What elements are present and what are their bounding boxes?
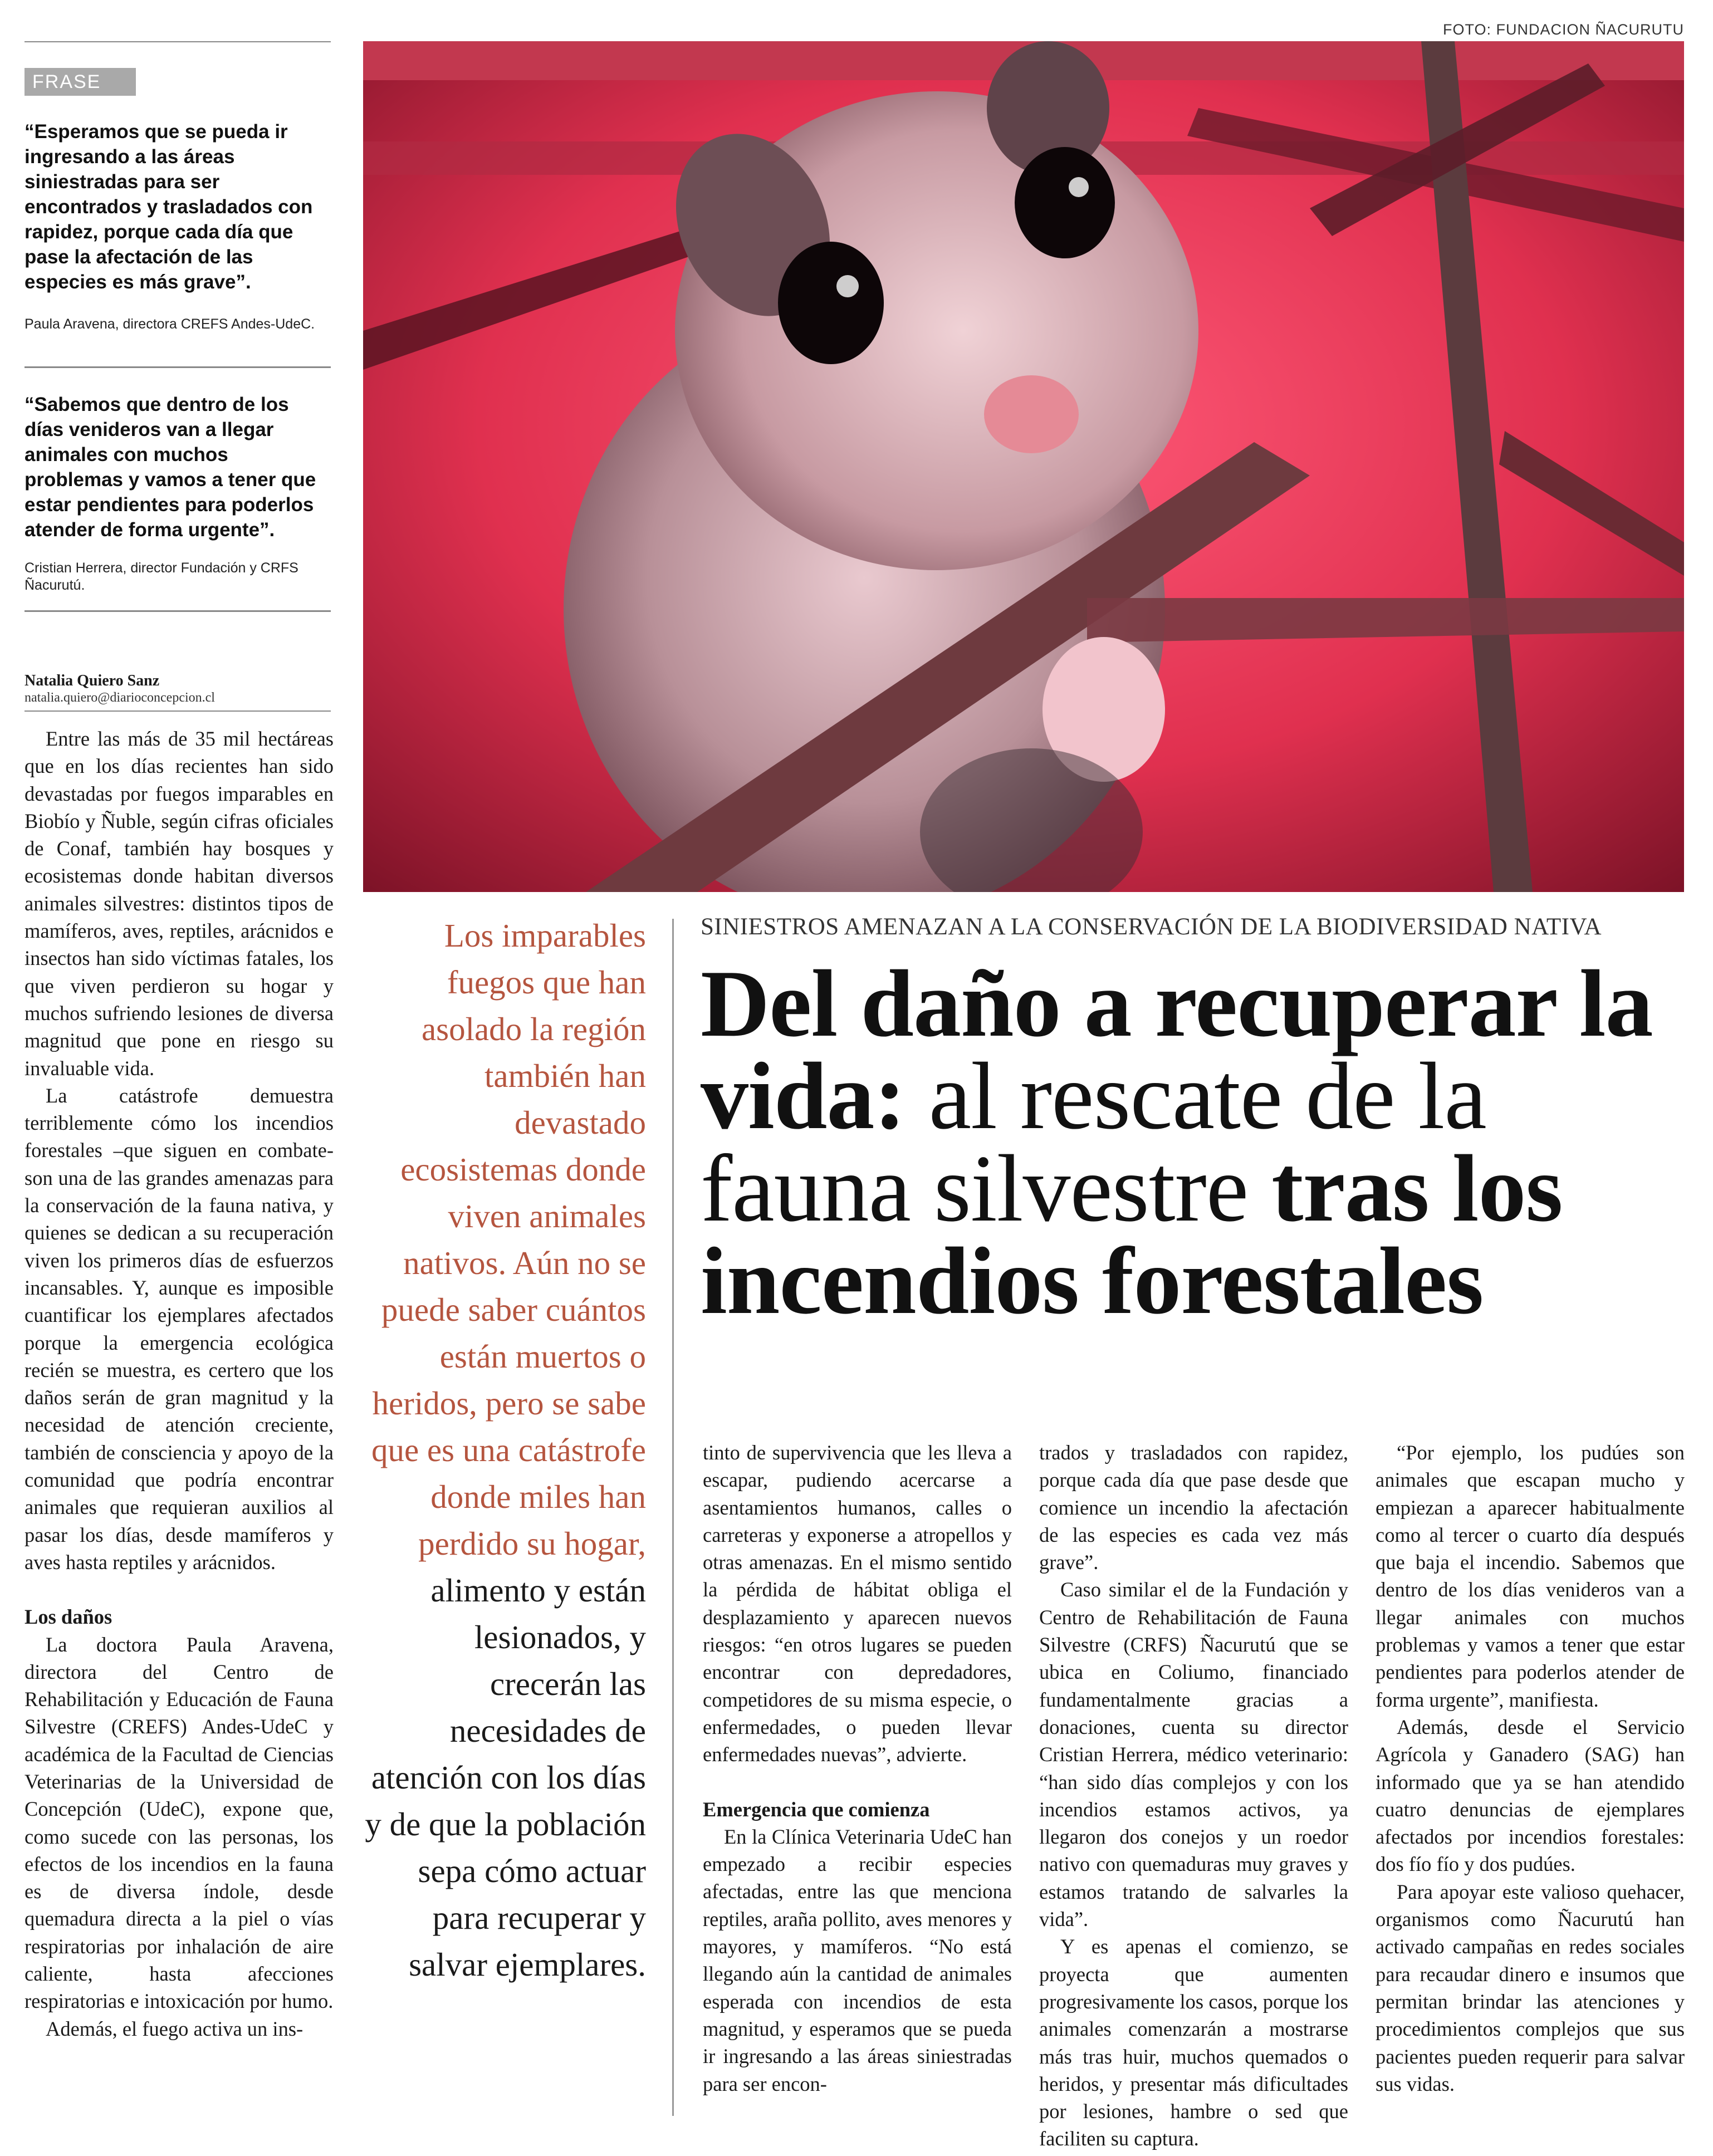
kicker: SINIESTROS AMENAZAN A LA CONSERVACIÓN DE LA BIODIVERSIDAD NATIVA xyxy=(701,914,1602,940)
col1-paragraph-1: Entre las más de 35 mil hectáreas que en los días recientes han sido devastadas por fuegos imparables en Biobío y Ñuble, según cifras oficiales de Conaf, también hay bosques y ecosistemas donde habitan diversos animales silvestres: distintos tipos de mamíferos, aves, reptiles, arácnidos e insectos han sido víctimas fatales, los que viven perdieron su hogar y muchos sufriendo lesiones de diversa magnitud que pone en riesgo su invaluable vida. xyxy=(25,727,334,1080)
headline xyxy=(701,951,1686,1334)
pull-quote xyxy=(356,912,646,1988)
col1-paragraph-3: La doctora Paula Aravena, directora del Centro de Rehabilitación y Educación de Fauna Silvestre (CREFS) Andes-UdeC y académica de la Facultad de Ciencias Veterinarias de la Universidad de Concepción (UdeC), expone que, como sucede con las personas, los efectos de los incendios en la fauna es de diversa índole, desde quemadura directa a la piel o vías respiratorias por inhalación de aire caliente, hasta afecciones respiratorias e intoxicación por humo. xyxy=(25,1633,334,2013)
top-rule-sidebar xyxy=(25,41,331,42)
headline-bold-1: Del daño a recuperar la vida: xyxy=(701,951,1653,1149)
quote-divider-1 xyxy=(25,366,331,368)
quote-2-attribution: Cristian Herrera, director Fundación y CRFS Ñacurutú. xyxy=(25,560,298,593)
col3-paragraph-2: Caso similar el de la Fundación y Centro de Rehabilitación de Fauna Silvestre (CRFS) Ñacurutú que se ubica en Coliumo, financiado fundamentalmente gracias a donaciones, cuenta su director Cristian Herrera, médico veterinario: “han sido días complejos y con los incendios estamos activos, ya llegaron dos conejos y un roedor nativo con quemaduras muy graves y estamos tratando de salvarles la vida”. xyxy=(1039,1578,1348,1931)
quote-divider-2 xyxy=(25,610,331,612)
byline-rule xyxy=(25,710,331,712)
author-email: natalia.quiero@diarioconcepcion.cl xyxy=(25,690,215,705)
body-column-3 xyxy=(1039,1439,1348,2153)
author-name: Natalia Quiero Sanz xyxy=(25,672,160,689)
pull-quote-accent: Los imparables fuegos que han asolado la región también han devastado ecosistemas donde viven animales nativos. Aún no se puede saber cuántos están muertos o heridos, pero se sabe que es una catástrofe donde miles han perdido su hogar, xyxy=(371,917,646,1562)
quote-1: “Esperamos que se pueda ir ingresando a las áreas siniestradas para ser encontrados y trasladados con rapidez, porque cada día que pase la afectación de las especies es más grave”. xyxy=(25,121,313,293)
headline-light: al rescate de la fauna silvestre xyxy=(701,1043,1486,1242)
photo-credit: FOTO: FUNDACION ÑACURUTU xyxy=(1443,21,1684,38)
subhead-los-danos: Los daños xyxy=(25,1605,112,1629)
body-column-1 xyxy=(25,725,334,2042)
col1-paragraph-4: Además, el fuego activa un ins- xyxy=(46,2017,304,2040)
quote-2: “Sabemos que dentro de los días venideros van a llegar animales con muchos problemas y vamos a tener que estar pendientes para poderlos atender de forma urgente”. xyxy=(25,394,316,541)
headline-bold-2: tras los incendios forestales xyxy=(701,1136,1563,1334)
col2-paragraph-1: tinto de supervivencia que les lleva a escapar, pudiendo acercarse a asentamientos humanos, calles o carreteras y exponerse a atropellos y otras amenazas. En el mismo sentido la pérdida de hábitat obliga el desplazamiento y aparecen nuevos riesgos: “en otros lugares se pueden encontrar con depredadores, competidores de su misma especie, o enfermedades, o pueden llevar enfermedades nuevas”, advierte. xyxy=(703,1441,1012,1766)
body-column-2 xyxy=(703,1439,1012,2098)
col2-paragraph-2: En la Clínica Veterinaria UdeC han empezado a recibir especies afectadas, entre las que menciona reptiles, araña pollito, aves menores y mayores, y mamíferos. “No está llegando aún la cantidad de animales esperada con incendios de esta magnitud, y esperamos que se pueda ir ingresando a las áreas siniestradas para ser encon- xyxy=(703,1825,1012,2095)
pull-quote-plain: alimento y están lesionados, y crecerán las necesidades de atención con los días y de que la población sepa cómo actuar para recuperar y salvar ejemplares. xyxy=(365,1572,646,1983)
dormouse-opossum-photo xyxy=(363,41,1684,892)
col3-paragraph-3: Y es apenas el comienzo, se proyecta que aumenten progresivamente los casos, porque los animales comenzarán a mostrarse más tras huir, muchos quemados o heridos, y presentar más dificultades por lesiones, hambre o sed que faciliten su captura. xyxy=(1039,1935,1348,2150)
col1-paragraph-2: La catástrofe demuestra terriblemente cómo los incendios forestales –que siguen en combate- son una de las grandes amenazas para la conservación de la fauna nativa, y quienes se dedican a su recuperación viven los primeros días de esfuerzos incansables. Y, aunque es imposible cuantificar los ejemplares afectados porque la emergencia ecológica recién se muestra, es certero que los daños serán de gran magnitud y la necesidad de atención creciente, también de consciencia y apoyo de la comunidad que podría encontrar animales que requieran auxilios al pasar los días, desde mamíferos y aves hasta reptiles y arácnidos. xyxy=(25,1084,334,1574)
col4-paragraph-1: “Por ejemplo, los pudúes son animales que escapan mucho y empiezan a aparecer habitualmente como al tercer o cuarto día después que baja el incendio. Sabemos que dentro de los días venideros van a llegar animales con muchos problemas y vamos a tener que estar pendientes para poderlos atender de forma urgente”, manifiesta. xyxy=(1376,1441,1685,1711)
column-divider xyxy=(672,919,674,2116)
col4-paragraph-2: Además, desde el Servicio Agrícola y Ganadero (SAG) han informado que ya se han atendido cuatro denuncias de ejemplares afectados por incendios forestales: dos fío fío y dos pudúes. xyxy=(1376,1715,1685,1876)
col3-paragraph-1: trados y trasladados con rapidez, porque cada día que pase desde que comience un incendio la afectación de las especies es cada vez más grave”. xyxy=(1039,1441,1348,1574)
body-column-4 xyxy=(1376,1439,1685,2098)
frase-label: FRASE xyxy=(25,68,136,96)
subhead-emergencia: Emergencia que comienza xyxy=(703,1797,930,1821)
col4-paragraph-3: Para apoyar este valioso quehacer, organismos como Ñacurutú han activado campañas en redes sociales para recaudar dinero e insumos que permitan brindar las atenciones y procedimientos complejos que sus pacientes pueden requerir para salvar sus vidas. xyxy=(1376,1880,1685,2095)
quote-1-attribution: Paula Aravena, directora CREFS Andes-UdeC. xyxy=(25,316,315,332)
